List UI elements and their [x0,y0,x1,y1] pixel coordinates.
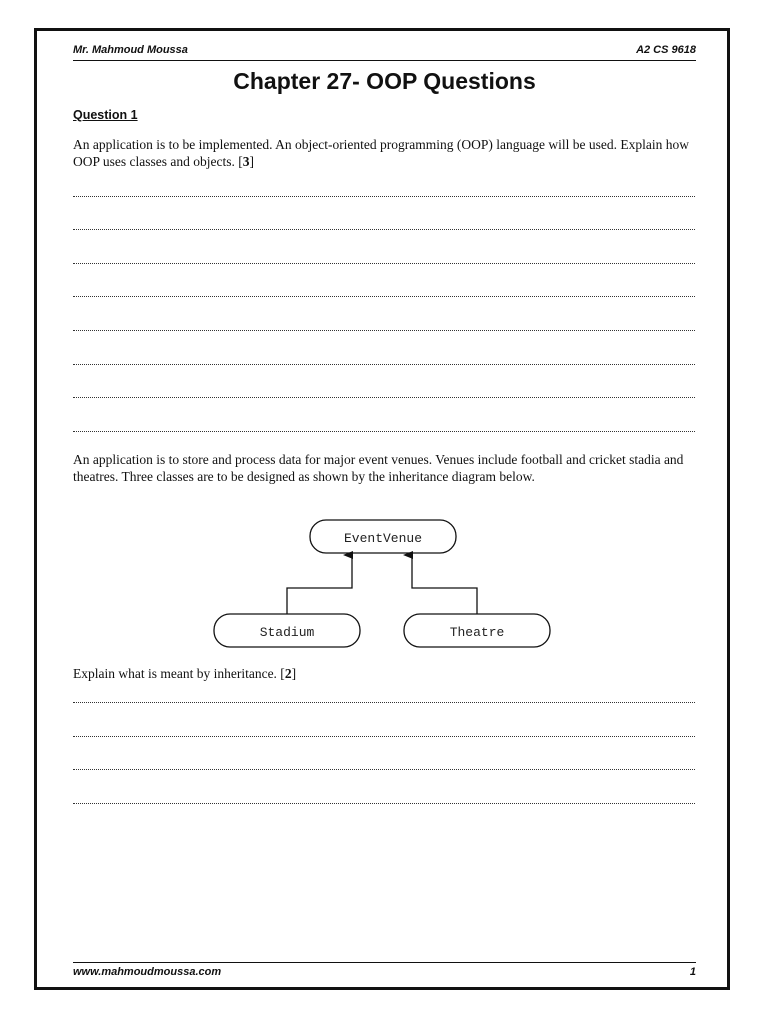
page-footer [73,962,696,979]
page-border [34,28,730,990]
page-header [73,44,696,61]
question-1b-marks: 2 [284,666,292,681]
answer-line[interactable] [73,393,695,398]
question-heading: Question 1 [73,108,138,122]
header-author: Mr. Mahmoud Moussa [73,44,188,56]
question-1b-intro: An application is to store and process data for major event venues. Venues include football and cricket stadia and theatres. Three classes are to be designed as shown by the inheritance diagram below. [73,452,684,484]
answer-line[interactable] [73,698,695,703]
theatre-label: Theatre [449,625,505,640]
answer-line[interactable] [73,326,695,331]
answer-line[interactable] [73,732,695,737]
stadium-inheritance-arrow [287,555,352,614]
eventvenue-label: EventVenue [343,531,423,546]
answer-line[interactable] [73,259,695,264]
theatre-inheritance-arrow [412,555,477,614]
answer-line[interactable] [73,192,695,197]
page-title: Chapter 27- OOP Questions [233,68,536,94]
header-course: A2 CS 9618 [636,44,696,56]
stadium-label: Stadium [259,625,315,640]
page-number: 1 [689,966,696,978]
question-1a-text: An application is to be implemented. An object-oriented programming (OOP) language will be used. Explain how OOP uses classes and objects. [3] [73,137,689,169]
answer-line[interactable] [73,427,695,432]
answer-line[interactable] [73,799,695,804]
answer-line[interactable] [73,225,695,230]
footer-website[interactable]: www.mahmoudmoussa.com [73,966,222,978]
question-1a-marks: 3 [242,154,250,169]
inheritance-diagram [200,512,560,657]
answer-line[interactable] [73,765,695,770]
answer-line[interactable] [73,360,695,365]
question-1b-text: Explain what is meant by inheritance. [2] [73,666,297,681]
answer-line[interactable] [73,292,695,297]
